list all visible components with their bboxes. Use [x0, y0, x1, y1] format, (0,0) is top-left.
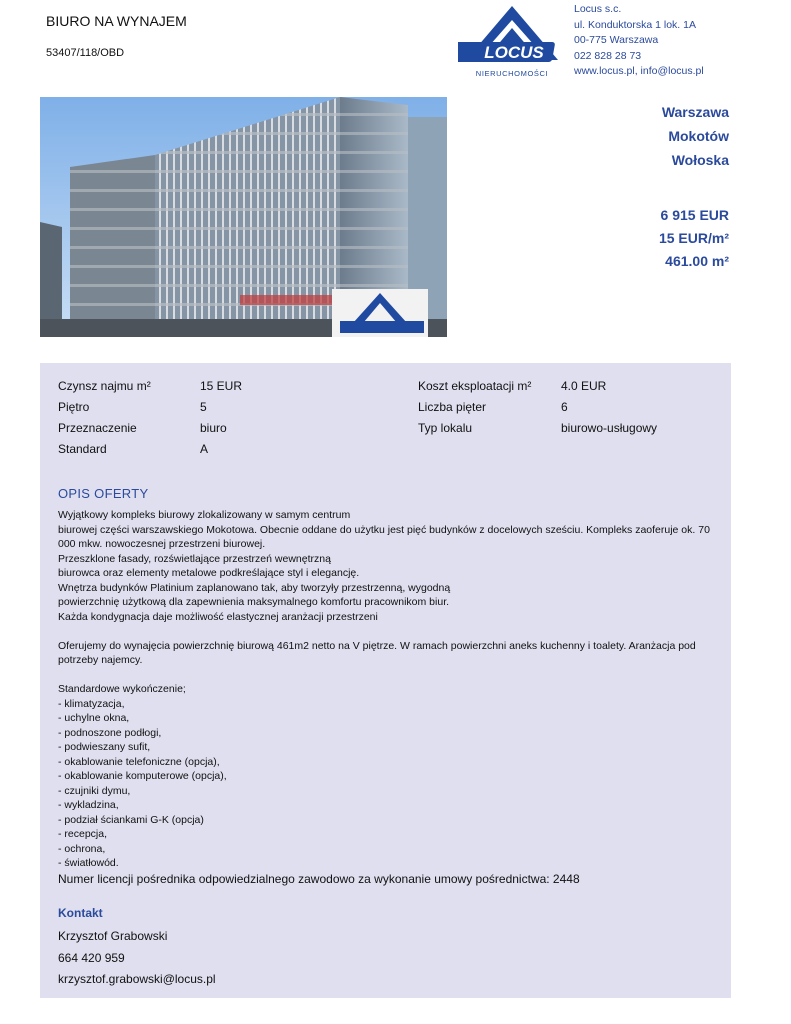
- offer-description-line: - czujniki dymu,: [58, 784, 131, 797]
- document-title: BIURO NA WYNAJEM: [46, 13, 187, 29]
- contact-name: Krzysztof Grabowski: [58, 929, 168, 943]
- parameter-row: [58, 421, 718, 442]
- parameters-table: [58, 379, 718, 463]
- price-per-m2: 15 EUR/m²: [658, 230, 729, 246]
- offer-description-line: - uchylne okna,: [58, 712, 130, 724]
- parameter-row: [58, 442, 718, 463]
- offer-description-line: - okablowanie komputerowe (opcja),: [58, 770, 227, 782]
- agency-street: ul. Konduktorska 1 lok. 1A: [574, 18, 696, 31]
- parameter-value: 15 EUR: [200, 379, 243, 393]
- location-district: Mokotów: [668, 128, 729, 144]
- offer-reference: 53407/118/OBD: [46, 47, 125, 59]
- parameter-label: Przeznaczenie: [58, 421, 137, 435]
- price-total: 6 915 EUR: [660, 207, 729, 223]
- price-area: 461.00 m²: [665, 253, 729, 269]
- offer-description-line: 000 mkw. nowoczesnej przestrzeni biurowej.: [58, 538, 266, 550]
- parameter-value: 5: [200, 400, 207, 414]
- agency-city: 00-775 Warszawa: [574, 34, 659, 46]
- parameter-label: Typ lokalu: [418, 421, 473, 435]
- offer-description-line: biurowca oraz elementy metalowe podkreślające styl i elegancję.: [58, 567, 360, 579]
- logo-tagline: NIERUCHOMOŚCI: [475, 69, 549, 78]
- contact-heading: Kontakt: [58, 906, 103, 920]
- parameter-label: Piętro: [58, 400, 90, 414]
- price-block: [659, 204, 729, 273]
- parameter-value: A: [200, 442, 209, 456]
- offer-description-line: Wyjątkowy kompleks biurowy zlokalizowany w samym centrum: [58, 509, 351, 521]
- offer-description-line: Standardowe wykończenie;: [58, 683, 186, 695]
- offer-description-line: - recepcja,: [58, 828, 108, 840]
- logo-brand-text: LOCUS: [484, 43, 544, 62]
- offer-description-line: [58, 668, 718, 683]
- location-street: Wołoska: [671, 152, 729, 168]
- building-photo: [40, 97, 447, 337]
- parameter-value: 6: [561, 400, 568, 414]
- offer-description-line: - wykladzina,: [58, 799, 119, 811]
- licence-note: Numer licencji pośrednika odpowiedzialnego zawodowo za wykonanie umowy pośrednictwa: 2448: [58, 872, 580, 886]
- agency-web: www.locus.pl, info@locus.pl: [574, 65, 704, 77]
- offer-description-line: biurowej części warszawskiego Mokotowa. Obecnie oddane do użytku jest pięć budynków z docelowych sześciu. Kompleks zaoferuje ok. 70: [58, 523, 710, 536]
- parameter-value: 4.0 EUR: [561, 379, 607, 393]
- offer-description-line: Wnętrza budynków Platinium zaplanowano tak, aby tworzyły przestrzenną, wygodną: [58, 581, 451, 594]
- location-city: Warszawa: [661, 104, 729, 120]
- offer-description-line: [58, 624, 718, 639]
- agency-name: Locus s.c.: [574, 3, 622, 15]
- offer-description-line: - podnoszone podłogi,: [58, 726, 162, 739]
- offer-description-line: - światłowód.: [58, 857, 119, 869]
- parameter-label: Koszt eksploatacji m²: [418, 379, 532, 393]
- offer-description-line: Oferujemy do wynajęcia powierzchnię biurową 461m2 netto na V piętrze. W ramach powierzchni aneks kuchenny i toalety. Aranżacja pod: [58, 639, 696, 652]
- parameter-label: Czynsz najmu m²: [58, 379, 151, 393]
- parameter-label: Standard: [58, 442, 107, 456]
- parameter-label: Liczba pięter: [418, 400, 487, 414]
- parameter-value: biurowo-usługowy: [561, 421, 658, 435]
- locus-logo: [458, 4, 566, 82]
- offer-description-line: - klimatyzacja,: [58, 697, 125, 710]
- contact-phone: 664 420 959: [58, 950, 125, 965]
- offer-description: [58, 508, 718, 871]
- agency-contact-block: [574, 2, 704, 80]
- locus-logo-graphic: [458, 4, 566, 82]
- offer-heading: OPIS OFERTY: [58, 486, 149, 501]
- agency-phone: 022 828 28 73: [574, 49, 642, 62]
- offer-description-line: Przeszklone fasady, rozświetlające przestrzeń wewnętrzną: [58, 552, 331, 565]
- contact-block: [58, 926, 216, 991]
- offer-description-line: Każda kondygnacja daje możliwość elastycznej aranżacji przestrzeni: [58, 610, 378, 623]
- parameter-row: [58, 400, 718, 421]
- parameter-row: [58, 379, 718, 400]
- details-panel: [40, 363, 731, 998]
- offer-description-line: - okablowanie telefoniczne (opcja),: [58, 755, 220, 768]
- contact-email[interactable]: krzysztof.grabowski@locus.pl: [58, 972, 216, 986]
- offer-description-line: powierzchnię użytkową dla zapewnienia maksymalnego komfortu pracownikom biur.: [58, 596, 450, 608]
- offer-description-line: potrzeby najemcy.: [58, 654, 143, 666]
- location-block: [662, 100, 729, 172]
- offer-description-line: - podział ściankami G-K (opcja): [58, 813, 204, 826]
- offer-description-line: - podwieszany sufit,: [58, 741, 151, 753]
- parameter-value: biuro: [200, 421, 227, 435]
- offer-description-line: - ochrona,: [58, 842, 106, 855]
